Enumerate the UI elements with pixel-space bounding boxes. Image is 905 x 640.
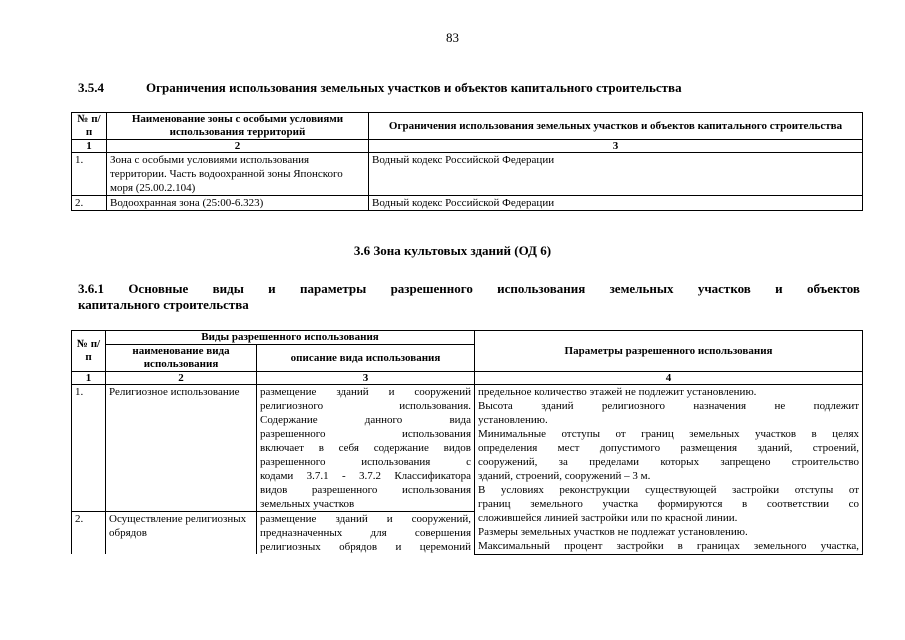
params-line: установлению. [478,414,548,426]
params-line: границ земельного участка формируются в соответствии со [478,498,860,510]
table-row [72,153,863,196]
params-cell [475,385,863,555]
title-word: участков [697,281,751,296]
desc-line: включает в себя содержание видов [260,442,472,454]
restrictions-table [71,112,863,211]
desc-line: религиозных обрядов и церемоний [260,541,472,553]
row-num: 1. [72,153,107,196]
params-line: предельное количество этажей не подлежит установлению. [478,386,757,398]
desc-line: религиозного использования. [260,400,472,412]
row-num: 2. [72,512,106,555]
params-line: Максимальный процент застройки в границах земельного участка, [478,540,860,552]
section-3-6-heading: 3.6 Зона культовых зданий (ОД 6) [353,243,552,258]
header-use-types: Виды разрешенного использования [106,331,475,345]
section-number: 3.6.1 [78,281,104,296]
row-use-desc [257,512,475,555]
params-line: Размеры земельных участков не подлежат установлению. [478,526,748,538]
params-line: определения мест допустимого размещения зданий, строений, [478,442,860,454]
row-zone: Зона с особыми условиями использования территории. Часть водоохранной зоны Японского моря (25.00.2.104) [107,153,369,196]
header-use-name: наименование вида использования [106,345,257,372]
params-line: В условиях реконструкции существующей застройки отступы от [478,484,860,496]
col-number: 3 [369,140,863,153]
title-word: объектов [806,281,860,296]
section-3-6-1-heading [78,281,860,313]
title-word: использования [497,281,586,296]
row-restriction: Водный кодекс Российской Федерации [369,153,863,196]
page-number: 83 [446,30,459,45]
row-zone: Водоохранная зона (25:00-6.323) [107,196,369,211]
desc-line: размещение зданий и сооружений, [260,513,472,525]
desc-line: кодами 3.7.1 - 3.7.2 Классификатора [260,470,472,482]
header-num: № п/п [72,113,107,140]
row-use-desc [257,385,475,512]
desc-line: Содержание данного вида [260,414,472,426]
row-num: 2. [72,196,107,211]
params-line: сложившейся линией застройки или по красной линии. [478,512,738,524]
header-num: № п/п [72,331,106,372]
col-number: 1 [72,140,107,153]
table-row [72,385,863,512]
section-number: 3.5.4 [78,80,104,95]
row-use-name: Осуществление религиозных обрядов [106,512,257,555]
row-restriction: Водный кодекс Российской Федерации [369,196,863,211]
title-word: виды [212,281,244,296]
table-row [72,196,863,211]
permitted-use-table [71,330,863,555]
col-number: 1 [72,372,106,385]
desc-line: видов разрешенного использования [260,484,472,496]
params-line: зданий, строений, сооружений – 3 м. [478,470,651,482]
params-line: Минимальные отступы от границ земельных участков в целях [478,428,860,440]
section-title: Ограничения использования земельных участков и объектов капитального строительства [146,80,682,95]
title-word: и [268,281,276,296]
header-params: Параметры разрешенного использования [475,331,863,372]
desc-line: предназначенных для совершения [260,527,472,539]
row-num: 1. [72,385,106,512]
title-word: и [775,281,783,296]
col-number: 2 [107,140,369,153]
desc-line: разрешенного использования с [260,456,472,468]
header-restrictions: Ограничения использования земельных участков и объектов капитального строительства [369,113,863,140]
col-number: 2 [106,372,257,385]
row-use-name: Религиозное использование [106,385,257,512]
col-number: 4 [475,372,863,385]
desc-line: размещение зданий и сооружений [260,386,472,398]
header-use-desc: описание вида использования [257,345,475,372]
title-word: Основные [128,281,189,296]
header-zone: Наименование зоны с особыми условиями использования территорий [107,113,369,140]
desc-line: земельных участков [260,498,355,510]
desc-line: разрешенного использования [260,428,472,440]
section-title-line2: капитального строительства [78,297,249,312]
col-number: 3 [257,372,475,385]
title-word: разрешенного [390,281,473,296]
title-word: параметры [299,281,367,296]
title-word: земельных [609,281,674,296]
section-3-5-4-heading [78,80,682,96]
params-line: Высота зданий религиозного назначения не подлежит [478,400,860,412]
params-line: сооружений, за пределами которых запрещено строительство [478,456,860,468]
